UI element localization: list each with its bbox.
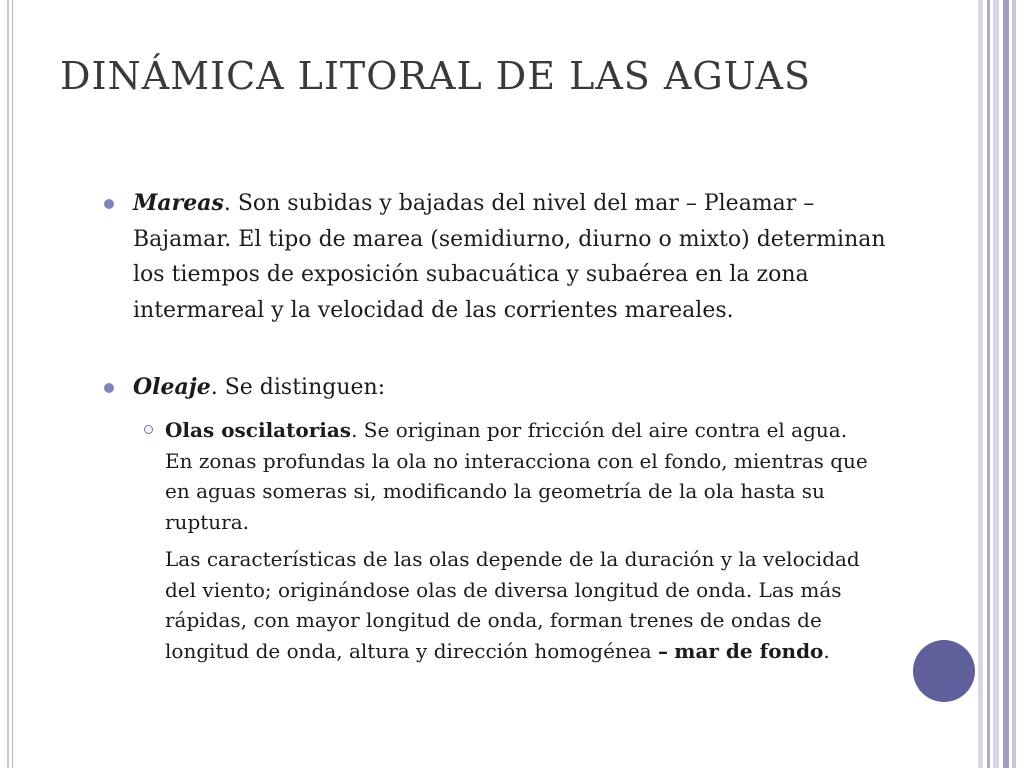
slide-title: DINÁMICA LITORAL DE LAS AGUAS	[60, 54, 811, 98]
right-decor-stripe	[978, 0, 983, 768]
bullet-dot-icon	[104, 199, 114, 209]
left-accent-line-thin	[12, 0, 13, 768]
bullet-term: Mareas	[133, 190, 224, 216]
subbullet-term: Olas oscilatorias	[165, 418, 352, 442]
bullet-mareas	[133, 186, 893, 328]
bullet-dot-icon	[104, 383, 114, 393]
right-decor-stripe	[987, 0, 990, 768]
paragraph-end: .	[823, 638, 830, 663]
subbullet-text: . Se originan por fricción del aire contra el agua. En zonas profundas la ola no interacciona con el fondo, mientras que en aguas someras si, modificando la geometría de la ola hasta su ruptura.	[165, 418, 868, 534]
bullet-term: Oleaje	[133, 374, 211, 400]
bullet-text: . Son subidas y bajadas del nivel del mar – Pleamar – Bajamar. El tipo de marea (semidiurno, diurno o mixto) determinan los tiempos de exposición subacuática y subaérea en la zona intermareal y la velocidad de las corrientes mareales.	[133, 191, 886, 323]
subbullet-olas-oscilatorias	[165, 415, 875, 537]
paragraph-text: Las características de las olas depende de la duración y la velocidad del viento; originándose olas de diversa longitud de onda. Las más rápidas, con mayor longitud de onda, forman trenes de ondas de longitud de onda, altura y dirección homogénea	[165, 547, 860, 663]
decorative-circle	[913, 640, 975, 702]
right-decor-stripe	[1012, 0, 1016, 768]
paragraph-bold-term: mar de fondo	[674, 638, 824, 663]
bullet-oleaje	[133, 370, 893, 406]
bullet-text: . Se distinguen:	[210, 375, 386, 400]
paragraph-dash: –	[657, 638, 668, 663]
right-decor-stripe	[993, 0, 999, 768]
left-accent-line	[7, 0, 9, 768]
subbullet-ring-icon	[144, 425, 153, 434]
subbullet-paragraph	[165, 544, 875, 666]
right-decor-stripe	[1003, 0, 1009, 768]
